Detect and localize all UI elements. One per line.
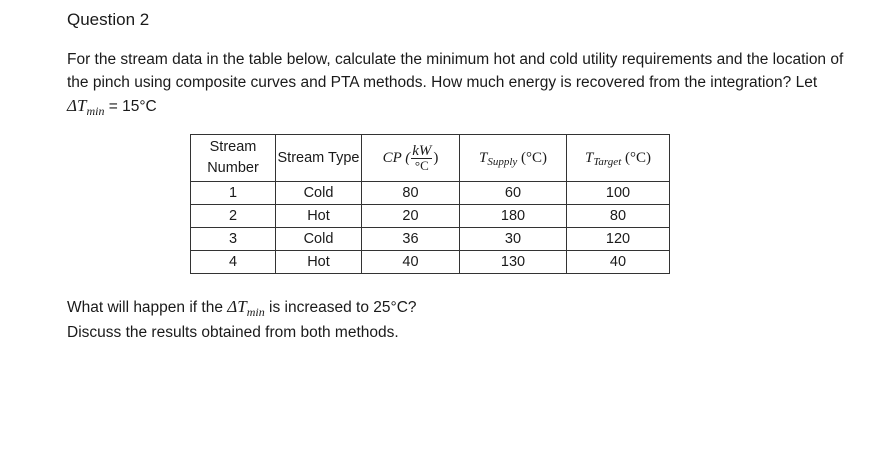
table-header-row [191,135,670,182]
table-row [191,251,670,274]
cp-unit-fraction: $\frac{kW}{^\circ C}$ [412,142,432,173]
cell-stream-number: 4 [191,251,276,274]
cell-stream-number: 3 [191,228,276,251]
cell-stream-type: Hot [276,205,362,228]
header-ttarget: $T_{Target}$ (°C) [567,135,670,182]
cell-cp: 36 [362,228,460,251]
table-row [191,228,670,251]
cell-tsupply: 30 [460,228,567,251]
cell-ttarget: 80 [567,205,670,228]
header-cp: CP ( $\frac{kW}{^\circ C}$ ) [362,135,460,182]
cell-stream-number: 2 [191,205,276,228]
cell-stream-type: Hot [276,251,362,274]
cell-ttarget: 120 [567,228,670,251]
header-tsupply: $T_{Supply}$ (°C) [460,135,567,182]
followup-line-1: What will happen if the $\Delta T_{min}$ is increased to 25°C? [67,297,417,319]
header-stream-number: Stream Number [191,135,276,182]
cell-stream-number: 1 [191,182,276,205]
header-stream-type: Stream Type [276,135,362,182]
intro-text: For the stream data in the table below, calculate the minimum hot and cold utility requirements and the location of the pinch using composite curves and PTA methods. How much energy is recovered from the integration? Let [67,51,844,91]
cell-cp: 40 [362,251,460,274]
intro-value: = 15°C [108,98,157,115]
question-title: Question 2 [67,10,150,29]
cell-tsupply: 60 [460,182,567,205]
delta-t-min-symbol: $\Delta T_{min}$ [67,96,105,118]
followup-line-2: Discuss the results obtained from both methods. [67,324,399,341]
cell-ttarget: 40 [567,251,670,274]
cell-tsupply: 180 [460,205,567,228]
question-intro [67,48,857,118]
table-row [191,182,670,205]
stream-data-table [190,134,670,274]
cell-ttarget: 100 [567,182,670,205]
delta-t-min-symbol: $\Delta T_{min}$ [227,297,265,319]
followup-questions [67,294,417,345]
cell-stream-type: Cold [276,182,362,205]
cell-cp: 80 [362,182,460,205]
cell-cp: 20 [362,205,460,228]
cell-tsupply: 130 [460,251,567,274]
table-row [191,205,670,228]
cell-stream-type: Cold [276,228,362,251]
